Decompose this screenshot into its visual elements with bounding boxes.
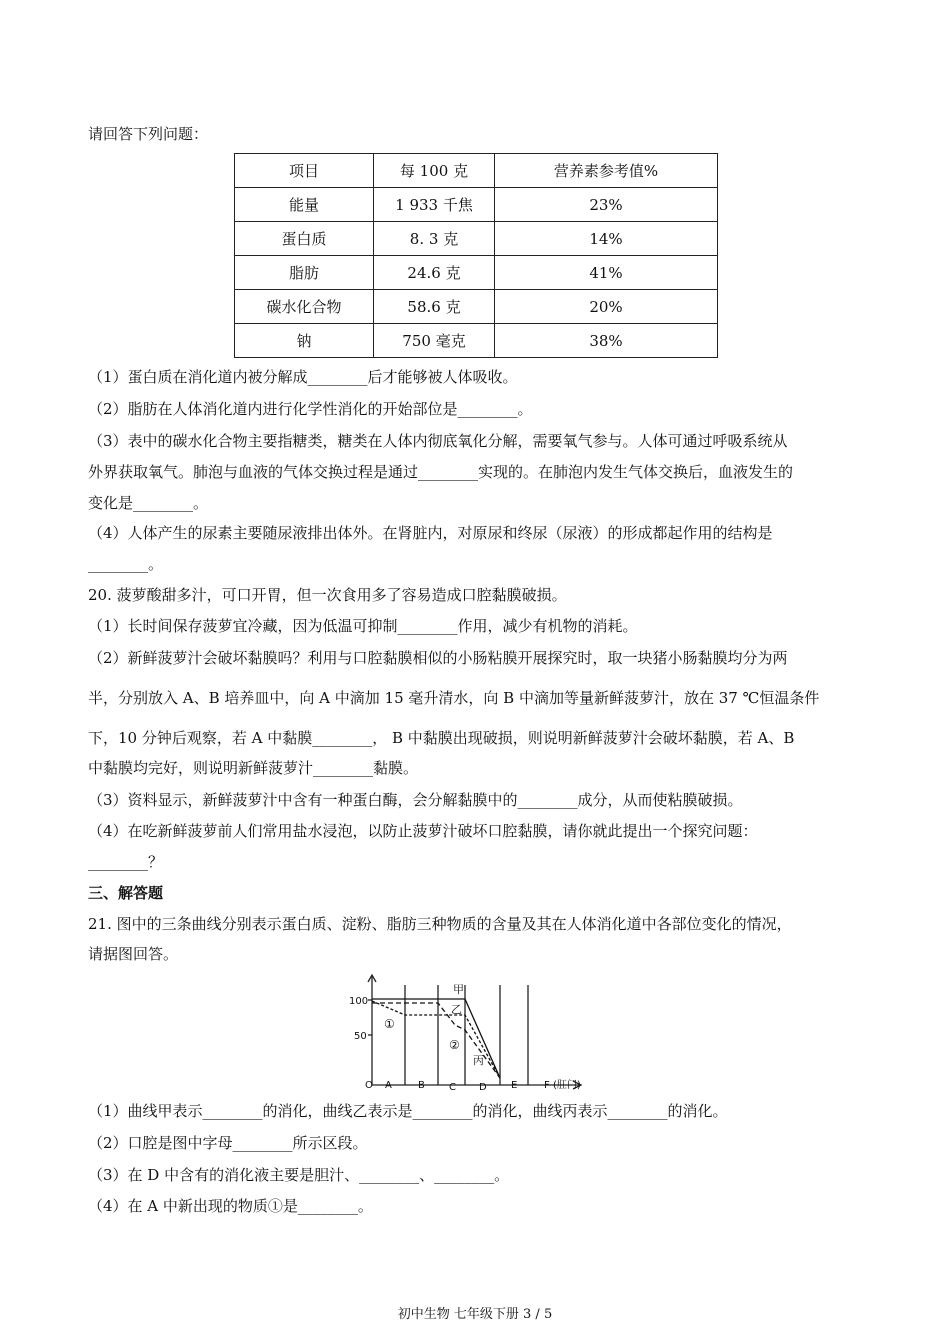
table-cell: 38% (495, 324, 718, 358)
table-cell: 碳水化合物 (235, 290, 374, 324)
table-header-row (235, 154, 718, 188)
q20-part3: （3）资料显示，新鲜菠萝汁中含有一种蛋白酶，会分解黏膜中的________成分，从而使粘膜破损。 (88, 791, 743, 809)
q19-part3-line3: 变化是________。 (88, 494, 209, 512)
x-label-c: C (449, 1082, 456, 1093)
q20-part4-line2: ________？ (88, 853, 164, 871)
q19-part4-line1: （4）人体产生的尿素主要随尿液排出体外。在肾脏内，对原尿和终尿（尿液）的形成都起作用的结构是 (88, 524, 773, 542)
section-heading: 三、解答题 (88, 884, 164, 902)
table-header: 项目 (235, 154, 374, 188)
table-cell: 脂肪 (235, 256, 374, 290)
x-label-f: F (544, 1080, 550, 1091)
q21-part4: （4）在 A 中新出现的物质①是________。 (88, 1197, 373, 1215)
q19-part1: （1）蛋白质在消化道内被分解成________后才能够被人体吸收。 (88, 368, 518, 386)
x-unit-label: (肛门) (553, 1080, 581, 1091)
table-cell: 14% (495, 222, 718, 256)
q20-part2-line4: 中黏膜均完好，则说明新鲜菠萝汁________黏膜。 (88, 759, 419, 777)
q20-part4-line1: （4）在吃新鲜菠萝前人们常用盐水浸泡，以防止菠萝汁破坏口腔黏膜，请你就此提出一个探究问题： (88, 822, 758, 840)
table-cell: 20% (495, 290, 718, 324)
table-cell: 41% (495, 256, 718, 290)
q19-part3-line1: （3）表中的碳水化合物主要指糖类，糖类在人体内彻底氧化分解，需要氧气参与。人体可通过呼吸系统从 (88, 432, 788, 450)
q21-title-line2: 请据图回答。 (88, 945, 179, 963)
origin-label: O (365, 1080, 373, 1091)
marker-2: ② (449, 1038, 460, 1052)
table-cell: 750 毫克 (374, 324, 495, 358)
table-header: 营养素参考值% (495, 154, 718, 188)
table-row (235, 290, 718, 324)
table-row (235, 222, 718, 256)
q20-part2-line1: （2）新鲜菠萝汁会破坏黏膜吗？利用与口腔黏膜相似的小肠粘膜开展探究时，取一块猪小肠黏膜均分为两 (88, 649, 788, 667)
table-cell: 8. 3 克 (374, 222, 495, 256)
table-cell: 58.6 克 (374, 290, 495, 324)
table-row (235, 256, 718, 290)
q20-part2-line2: 半，分别放入 A、B 培养皿中，向 A 中滴加 15 毫升清水，向 B 中滴加等量新鲜菠萝汁，放在 37 ℃恒温条件 (88, 689, 820, 707)
nutrition-table (234, 153, 718, 358)
table-cell: 蛋白质 (235, 222, 374, 256)
marker-1: ① (384, 1017, 395, 1031)
table-cell: 1 933 千焦 (374, 188, 495, 222)
digestion-graph (345, 970, 605, 1095)
curve-yi-label: 乙 (451, 1003, 462, 1016)
x-label-d: D (479, 1082, 487, 1093)
x-label-e: E (511, 1080, 518, 1091)
q19-part4-line2: ________。 (88, 555, 164, 573)
curve-jia-label: 甲 (453, 983, 464, 996)
q20-title: 20. 菠萝酸甜多汁，可口开胃，但一次食用多了容易造成口腔黏膜破损。 (88, 586, 567, 604)
y-label-100: 100 (349, 996, 369, 1007)
q21-title-line1: 21. 图中的三条曲线分别表示蛋白质、淀粉、脂肪三种物质的含量及其在人体消化道中各部位变化的情况， (88, 915, 792, 933)
y-label-50: 50 (354, 1031, 367, 1042)
q19-part3-line2: 外界获取氧气。肺泡与血液的气体交换过程是通过________实现的。在肺泡内发生气体交换后，血液发生的 (88, 463, 794, 481)
table-cell: 能量 (235, 188, 374, 222)
q21-part3: （3）在 D 中含有的消化液主要是胆汁、________、________。 (88, 1166, 510, 1184)
table-cell: 钠 (235, 324, 374, 358)
intro-text: 请回答下列问题： (88, 125, 209, 143)
q21-part1: （1）曲线甲表示________的消化，曲线乙表示是________的消化，曲线丙表示________的消化。 (88, 1102, 728, 1120)
table-cell: 23% (495, 188, 718, 222)
x-label-a: A (385, 1080, 392, 1091)
curve-bing-label: 丙 (473, 1054, 484, 1067)
table-cell: 24.6 克 (374, 256, 495, 290)
table-row (235, 188, 718, 222)
q21-part2: （2）口腔是图中字母________所示区段。 (88, 1134, 368, 1152)
q20-part1: （1）长时间保存菠萝宜冷藏，因为低温可抑制________作用，减少有机物的消耗。 (88, 617, 638, 635)
page-footer: 初中生物 七年级下册 3 / 5 (397, 1307, 553, 1322)
x-label-b: B (418, 1080, 425, 1091)
q19-part2: （2）脂肪在人体消化道内进行化学性消化的开始部位是________。 (88, 400, 533, 418)
table-row (235, 324, 718, 358)
q20-part2-line3: 下，10 分钟后观察，若 A 中黏膜________， B 中黏膜出现破损，则说明新鲜菠萝汁会破坏黏膜，若 A、B (88, 729, 795, 747)
table-header: 每 100 克 (374, 154, 495, 188)
